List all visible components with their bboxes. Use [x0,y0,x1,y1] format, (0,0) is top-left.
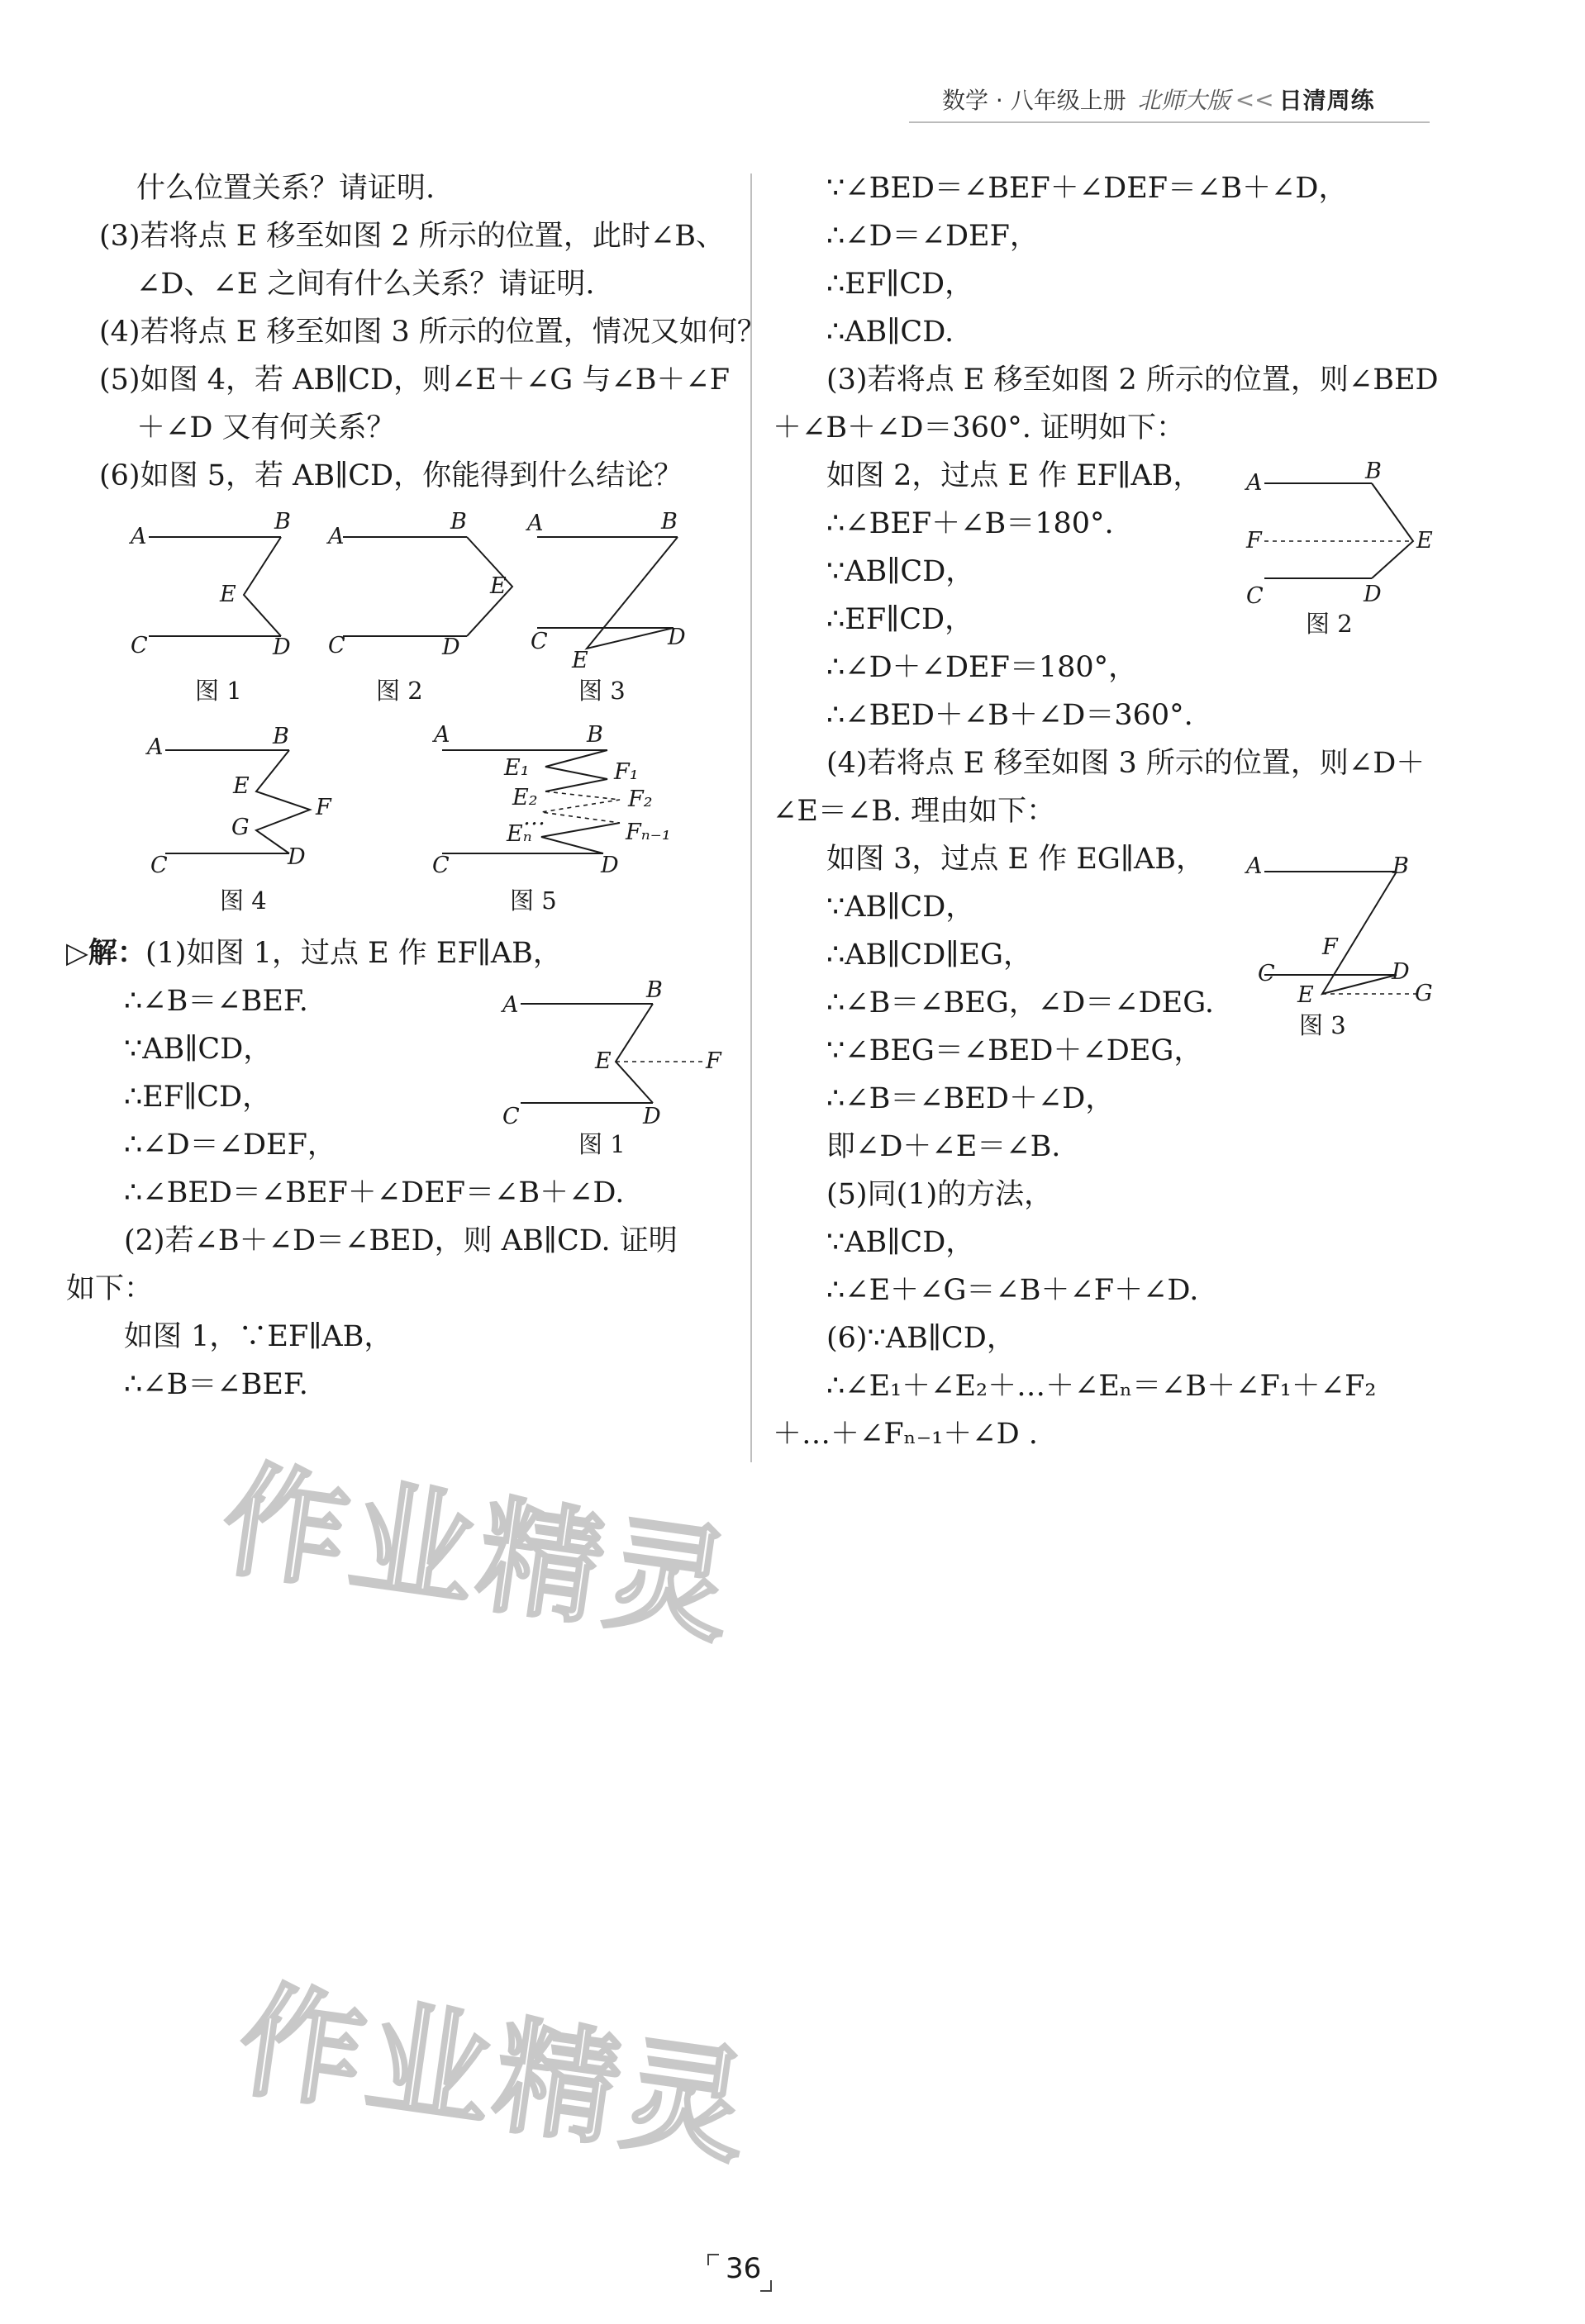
header-edition: 北师大版 [1137,87,1230,114]
figure-5 [417,717,690,924]
label-f: F [1246,528,1262,554]
label-en: Eₙ [507,821,532,847]
label-e1: E₁ [504,755,530,781]
page-header [942,81,1375,117]
label-e: E [572,648,588,673]
watermark: 作业精灵 [230,1968,762,2183]
label-d: D [273,634,291,660]
solution-line: ∴∠D＋∠DEF＝180°， [826,651,1138,684]
figure-4 [140,717,355,924]
page-number: 36 [726,2252,762,2285]
solution-line: ∴∠B＝∠BED＋∠D， [826,1082,1115,1115]
column-divider [750,173,752,1462]
watermark: 作业精灵 [213,1447,745,1662]
question-line: (3)若将点 E 移至如图 2 所示的位置，此时∠B、 [99,220,725,253]
solution-line: 如图 1，∵EF∥AB， [124,1320,393,1353]
solution-line: ∵AB∥CD， [826,555,975,588]
solution-line: ＋…＋∠Fₙ₋₁＋∠D . [773,1418,1038,1451]
solution-line: ∴∠B＝∠BEF. [124,985,308,1018]
label-a: A [147,734,164,760]
label-c: C [432,853,450,878]
label-c: C [502,1104,520,1129]
label-e2: E₂ [512,785,538,810]
solution-line: 如图 3，过点 E 作 EG∥AB， [826,843,1205,876]
label-a: A [434,722,450,748]
label-g: G [1415,981,1433,1006]
solution-line: ∴∠B＝∠BEF. [124,1368,308,1401]
label-c: C [131,633,148,658]
caption: 图 5 [510,886,557,915]
header-rule [909,121,1430,123]
solution-line: ∴∠D＝∠DEF， [826,220,1039,253]
label-f2: F₂ [628,787,653,812]
solution-line: ∴∠D＝∠DEF， [124,1129,336,1162]
solution-figure-1 [496,971,735,1177]
solution-line: (3)若将点 E 移至如图 2 所示的位置，则∠BED [826,364,1439,397]
header-subject: 数学 · 八年级上册 [942,87,1126,114]
solution-line: ∵∠BED＝∠BEF＋∠DEF＝∠B＋∠D， [826,172,1348,205]
label-f: F [1322,934,1338,960]
label-c: C [1258,961,1275,986]
label-b: B [273,724,289,749]
label-e: E [1416,528,1433,554]
label-a: A [1246,470,1263,496]
label-a: A [1246,853,1263,879]
solution-figure-3 [1240,839,1454,1053]
question-line: (4)若将点 E 移至如图 3 所示的位置，情况又如何？ [99,316,766,349]
label-d: D [442,634,460,660]
label-b: B [587,722,603,748]
question-line: (5)如图 4，若 AB∥CD，则∠E＋∠G 与∠B＋∠F [99,364,731,397]
figure-3 [521,504,719,711]
solution-line: ∵AB∥CD， [826,1226,975,1259]
solution-line: ∴EF∥CD， [826,603,974,636]
solution-line: ∴AB∥CD. [826,316,954,349]
solution-label: ▷解： [66,936,146,970]
label-e: E [220,582,236,607]
label-a: A [328,524,345,549]
solution-line: ∴∠BEF＋∠B＝180°. [826,507,1114,540]
header-brand: 日清周练 [1278,87,1375,114]
figure-2 [326,504,525,711]
solution-line: ∴∠BED＋∠B＋∠D＝360°. [826,699,1193,732]
label-a: A [527,511,544,536]
solution-figure-2 [1240,459,1454,649]
label-dots: … [523,805,545,830]
label-d: D [1392,959,1410,985]
solution-line: ∠E＝∠B. 理由如下： [773,795,1056,828]
caption: 图 1 [195,677,242,705]
solution-line: (1)如图 1，过点 E 作 EF∥AB， [145,937,562,970]
label-d: D [288,844,306,870]
figure-1 [124,504,314,711]
label-c: C [531,629,548,654]
caption: 图 4 [220,886,267,915]
solution-line: ∵AB∥CD， [124,1033,273,1066]
label-c: C [150,853,168,878]
label-fn-1: Fₙ₋₁ [626,820,671,845]
label-b: B [1365,459,1382,484]
solution-line: (6)∵AB∥CD， [826,1322,1016,1355]
label-c: C [328,633,345,658]
solution-line: ∴AB∥CD∥EG， [826,939,1032,972]
label-e: E [233,773,250,799]
solution-line: ∵AB∥CD， [826,891,975,924]
label-e: E [490,573,507,599]
solution-line: 即∠D＋∠E＝∠B. [826,1130,1061,1163]
page-number-bracket-left [707,2254,719,2265]
question-line: (6)如图 5，若 AB∥CD，你能得到什么结论？ [99,459,683,492]
solution-line: (2)若∠B＋∠D＝∠BED，则 AB∥CD. 证明 [124,1224,678,1257]
label-c: C [1246,583,1264,609]
question-line: ∠D、∠E 之间有什么关系？请证明. [136,268,595,301]
solution-line: ∴∠E₁＋∠E₂＋…＋∠Eₙ＝∠B＋∠F₁＋∠F₂ [826,1370,1377,1403]
solution-line: 如下： [66,1272,154,1305]
label-b: B [661,509,678,535]
label-f1: F₁ [614,759,639,785]
header-arrows: << [1235,85,1274,113]
label-b: B [646,977,663,1003]
caption: 图 1 [578,1130,626,1158]
solution-line: ∴EF∥CD， [826,268,974,301]
question-line: 什么位置关系？请证明. [136,172,436,205]
label-e: E [1297,982,1314,1008]
caption: 图 3 [1299,1011,1346,1039]
question-line: ＋∠D 又有何关系？ [136,411,396,444]
label-d: D [601,853,619,878]
solution-line: 如图 2，过点 E 作 EF∥AB， [826,459,1202,492]
solution-line: ∵∠BEG＝∠BED＋∠DEG， [826,1034,1203,1067]
solution-line: (4)若将点 E 移至如图 3 所示的位置，则∠D＋ [826,747,1426,780]
label-g: G [231,815,250,840]
caption: 图 2 [1306,610,1353,638]
solution-line: ∴∠E＋∠G＝∠B＋∠F＋∠D. [826,1274,1199,1307]
label-b: B [1392,853,1409,879]
label-b: B [274,509,291,535]
label-d: D [643,1104,661,1129]
page-number-bracket-right [760,2280,772,2292]
label-a: A [131,524,147,549]
caption: 图 2 [376,677,423,705]
solution-line: ∴∠B＝∠BEG，∠D＝∠DEG. [826,986,1215,1019]
label-f: F [316,795,331,820]
label-d: D [668,625,686,650]
solution-line: ∴∠BED＝∠BEF＋∠DEF＝∠B＋∠D. [124,1176,625,1210]
solution-line: ＋∠B＋∠D＝360°. 证明如下： [773,411,1185,444]
solution-line: ∴EF∥CD， [124,1081,272,1114]
label-e: E [595,1048,612,1074]
label-a: A [502,992,519,1018]
label-f: F [706,1048,721,1074]
label-b: B [450,509,467,535]
caption: 图 3 [578,677,626,705]
label-d: D [1364,582,1382,607]
solution-line: (5)同(1)的方法， [826,1178,1054,1211]
